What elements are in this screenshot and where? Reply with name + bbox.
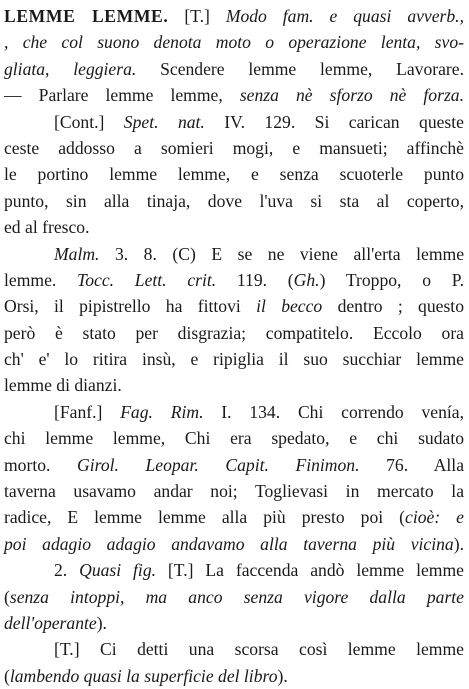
citation-ref: 119. (	[216, 269, 294, 290]
citation-text: ceste addosso a somieri mogi, e mansueti; affinchè	[4, 137, 464, 158]
entry-line	[4, 346, 464, 372]
citation-text: lemme di dianzi.	[4, 375, 122, 396]
example: ).	[277, 665, 288, 686]
gloss: senza intoppi, ma anco senza vigore dalla parte	[9, 586, 464, 607]
example: (	[4, 586, 10, 607]
gloss: Modo fam. e quasi avverb.,	[225, 6, 464, 26]
citation-emphasis: il becco	[256, 296, 323, 317]
gloss: senza nè sforzo nè forza.	[239, 85, 464, 106]
entry-line	[4, 531, 464, 557]
entry-line	[4, 293, 464, 319]
citation-text: chi lemme lemme, Chi era spedato, e chi sudato	[4, 428, 464, 449]
entry-line	[4, 214, 464, 240]
citation-ref: 3. 8. (C)	[114, 243, 196, 264]
entry-line	[4, 320, 464, 346]
citation-text: taverna usavamo andar noi; Toglievasi in mercato la	[4, 481, 464, 502]
citation-source: Malm.	[54, 243, 100, 264]
example: ).	[96, 612, 107, 633]
citation-ref: IV. 129.	[224, 111, 296, 132]
entry-line	[4, 188, 464, 214]
entry-line	[4, 161, 464, 187]
entry-line	[4, 82, 464, 108]
citation-text: morto.	[4, 454, 78, 475]
entry-line	[4, 557, 464, 583]
entry-line	[4, 452, 464, 478]
entry-line	[4, 372, 464, 398]
citation-text: E se ne viene all'erta lemme	[195, 243, 465, 264]
citation-text: ed al fresco.	[4, 217, 90, 238]
citation-text: dentro ; questo	[322, 296, 464, 317]
entry-line	[4, 399, 464, 425]
citation-text: radice, E lemme lemme alla più presto poi (	[4, 507, 406, 528]
example: — Parlare lemme lemme,	[4, 85, 240, 106]
citation-source: Spet. nat.	[123, 111, 205, 132]
gloss: , che col suono denota moto o operazione lenta, svo-	[4, 32, 464, 53]
source-tag: [T.]	[54, 639, 80, 660]
entry-line	[4, 267, 464, 293]
entry-line	[4, 29, 464, 55]
entry-line	[4, 56, 464, 82]
citation-text: Si carican queste	[295, 111, 464, 132]
citation-source: Fag. Rim.	[120, 401, 204, 422]
entry-line	[4, 3, 464, 29]
citation-gloss: poi adagio adagio andavamo alla taverna più vicina	[4, 533, 454, 554]
citation-source: Tocc. Lett. crit.	[77, 269, 217, 290]
citation-text: Orsi, il pipistrello ha fittovi	[4, 296, 257, 317]
citation-gloss: cioè: e	[405, 507, 464, 528]
source-tag: [Cont.]	[54, 111, 105, 132]
headword: LEMME LEMME.	[4, 6, 169, 26]
citation-text: ).	[453, 533, 464, 554]
example: Scendere lemme lemme, Lavorare.	[136, 58, 464, 79]
citation-text: le portino lemme lemme, e senza scuoterle punto	[4, 164, 464, 185]
sense-number: 2.	[54, 560, 68, 581]
example: Ci detti una scorsa così lemme lemme	[79, 639, 464, 660]
citation-text: punto, sin alla tinaja, dove l'uva si sta al coperto,	[4, 190, 464, 211]
source-tag: [T.]	[167, 560, 194, 581]
entry-line	[4, 663, 464, 689]
entry-line	[4, 241, 464, 267]
example: (	[4, 665, 10, 686]
citation-text: 76. Alla	[359, 454, 465, 475]
entry-line	[4, 478, 464, 504]
entry-line	[4, 425, 464, 451]
entry-line	[4, 636, 464, 662]
citation-text: lemme.	[4, 269, 78, 290]
dictionary-entry	[4, 3, 464, 689]
entry-line	[4, 610, 464, 636]
source-tag: [Fanf.]	[54, 401, 103, 422]
source-tag: [T.]	[184, 6, 210, 26]
citation-text: ) Troppo, o P.	[319, 269, 464, 290]
citation-text: Chi correndo venía,	[280, 401, 464, 422]
example: La faccenda andò lemme lemme	[193, 560, 464, 581]
gloss: gliata, leggiera.	[4, 58, 137, 79]
entry-line	[4, 135, 464, 161]
entry-line	[4, 504, 464, 530]
entry-line	[4, 109, 464, 135]
citation-ref: I. 134.	[221, 401, 281, 422]
citation-source: Gh.	[293, 269, 320, 290]
entry-line	[4, 584, 464, 610]
citation-text: ch' e' lo ritira insù, e ripiglia il suo succhiar lemme	[4, 349, 464, 370]
sense-label: Quasi fig.	[79, 560, 157, 581]
citation-source: Girol. Leopar. Capit. Finimon.	[77, 454, 360, 475]
gloss: dell'operante	[4, 612, 97, 633]
gloss: lambendo quasi la superficie del libro	[9, 665, 278, 686]
citation-text: però è stato per disgrazia; compatitelo. Eccolo ora	[4, 322, 464, 343]
